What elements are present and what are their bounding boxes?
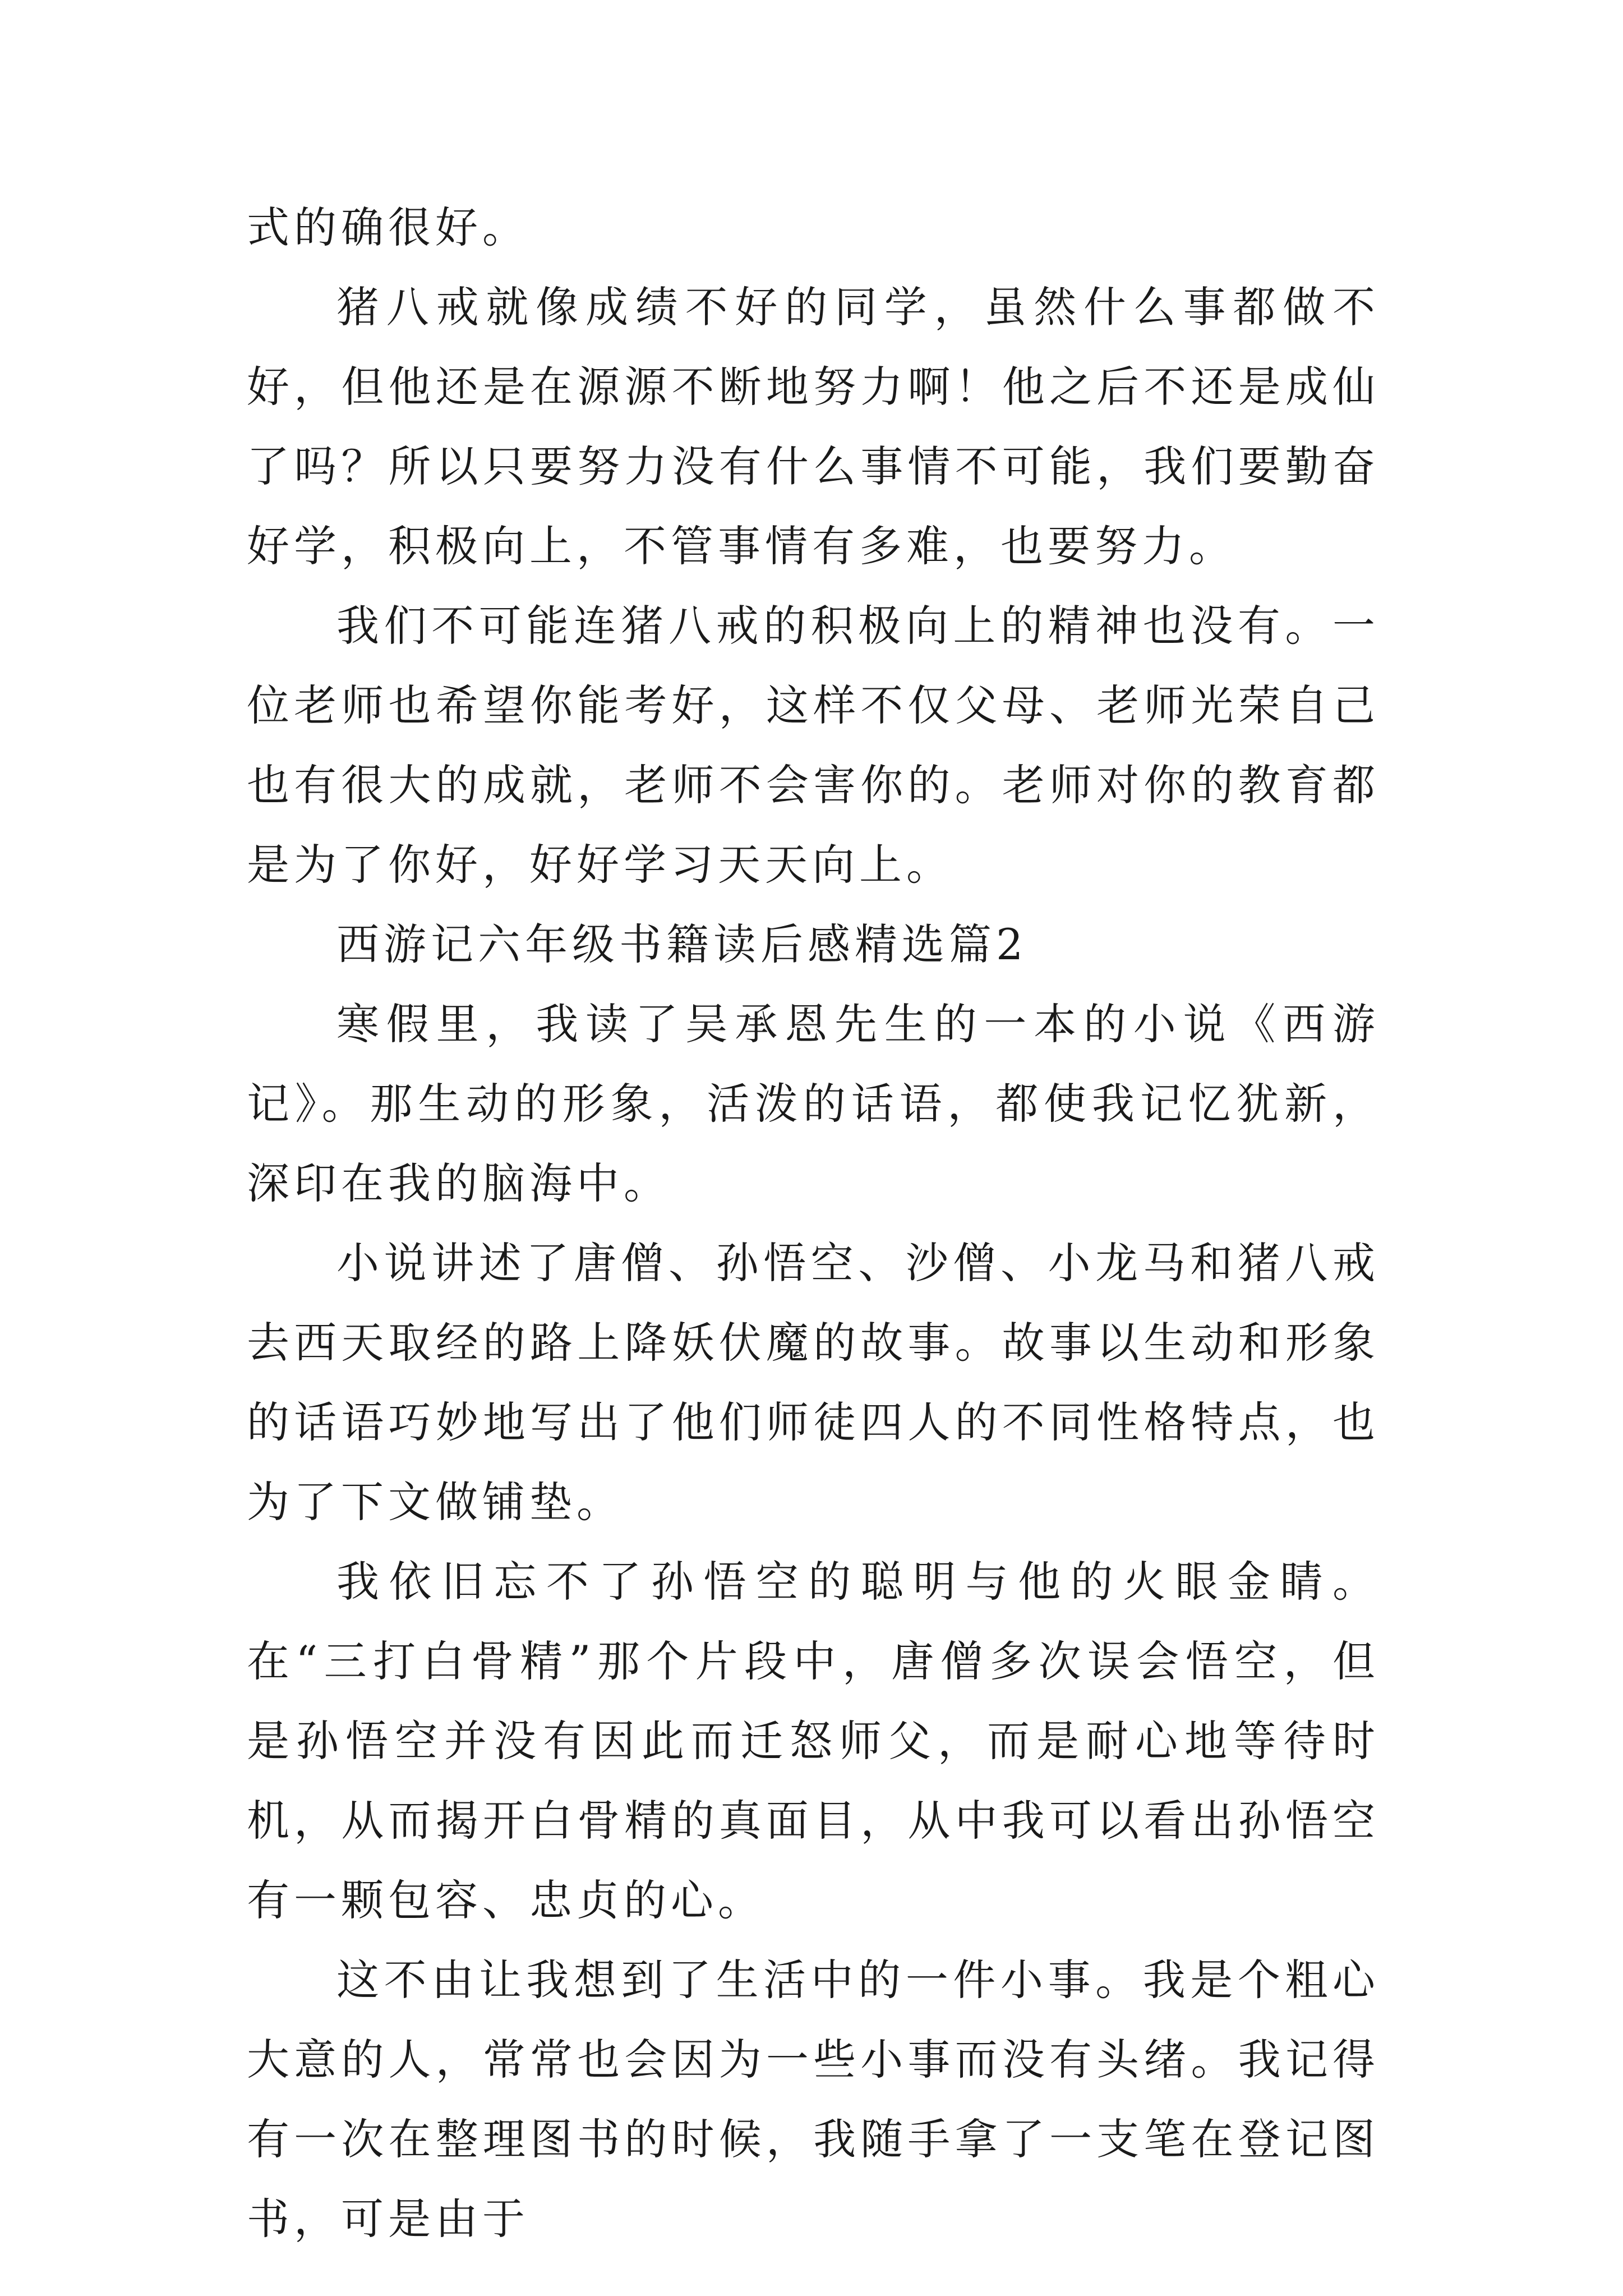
paragraph-story-summary: 小说讲述了唐僧、孙悟空、沙僧、小龙马和猪八戒去西天取经的路上降妖伏魔的故事。故事以生动和形象的话语巧妙地写出了他们师徒四人的不同性格特点，也为了下文做铺垫。 xyxy=(247,1238,1380,1527)
paragraph-life-story: 这不由让我想到了生活中的一件小事。我是个粗心大意的人，常常也会因为一些小事而没有头绪。我记得有一次在整理图书的时候，我随手拿了一支笔在登记图书，可是由于 xyxy=(247,1955,1380,2244)
section-heading-2: 西游记六年级书籍读后感精选篇2 xyxy=(336,919,1028,969)
paragraph-teacher-hope: 我们不可能连猪八戒的积极向上的精神也没有。一位老师也希望你能考好，这样不仅父母、老师光荣自己也有很大的成就，老师不会害你的。老师对你的教育都是为了你好，好好学习天天向上。 xyxy=(247,601,1380,890)
paragraph-continuation: 式的确很好。 xyxy=(247,203,529,252)
paragraph-zhubajie-effort: 猪八戒就像成绩不好的同学，虽然什么事都做不好，但他还是在源源不断地努力啊！他之后不还是成仙了吗？所以只要努力没有什么事情不可能，我们要勤奋好学，积极向上，不管事情有多难，也要努力。 xyxy=(247,282,1380,571)
paragraph-sun-wukong: 我依旧忘不了孙悟空的聪明与他的火眼金睛。在“三打白骨精”那个片段中，唐僧多次误会悟空，但是孙悟空并没有因此而迁怒师父，而是耐心地等待时机，从而揭开白骨精的真面目，从中我可以看出孙悟空有一颗包容、忠贞的心。 xyxy=(247,1557,1380,1925)
document-body xyxy=(247,188,1380,2259)
paragraph-winter-reading: 寒假里，我读了吴承恩先生的一本的小说《西游记》。那生动的形象，活泼的话语，都使我记忆犹新，深印在我的脑海中。 xyxy=(247,999,1380,1208)
